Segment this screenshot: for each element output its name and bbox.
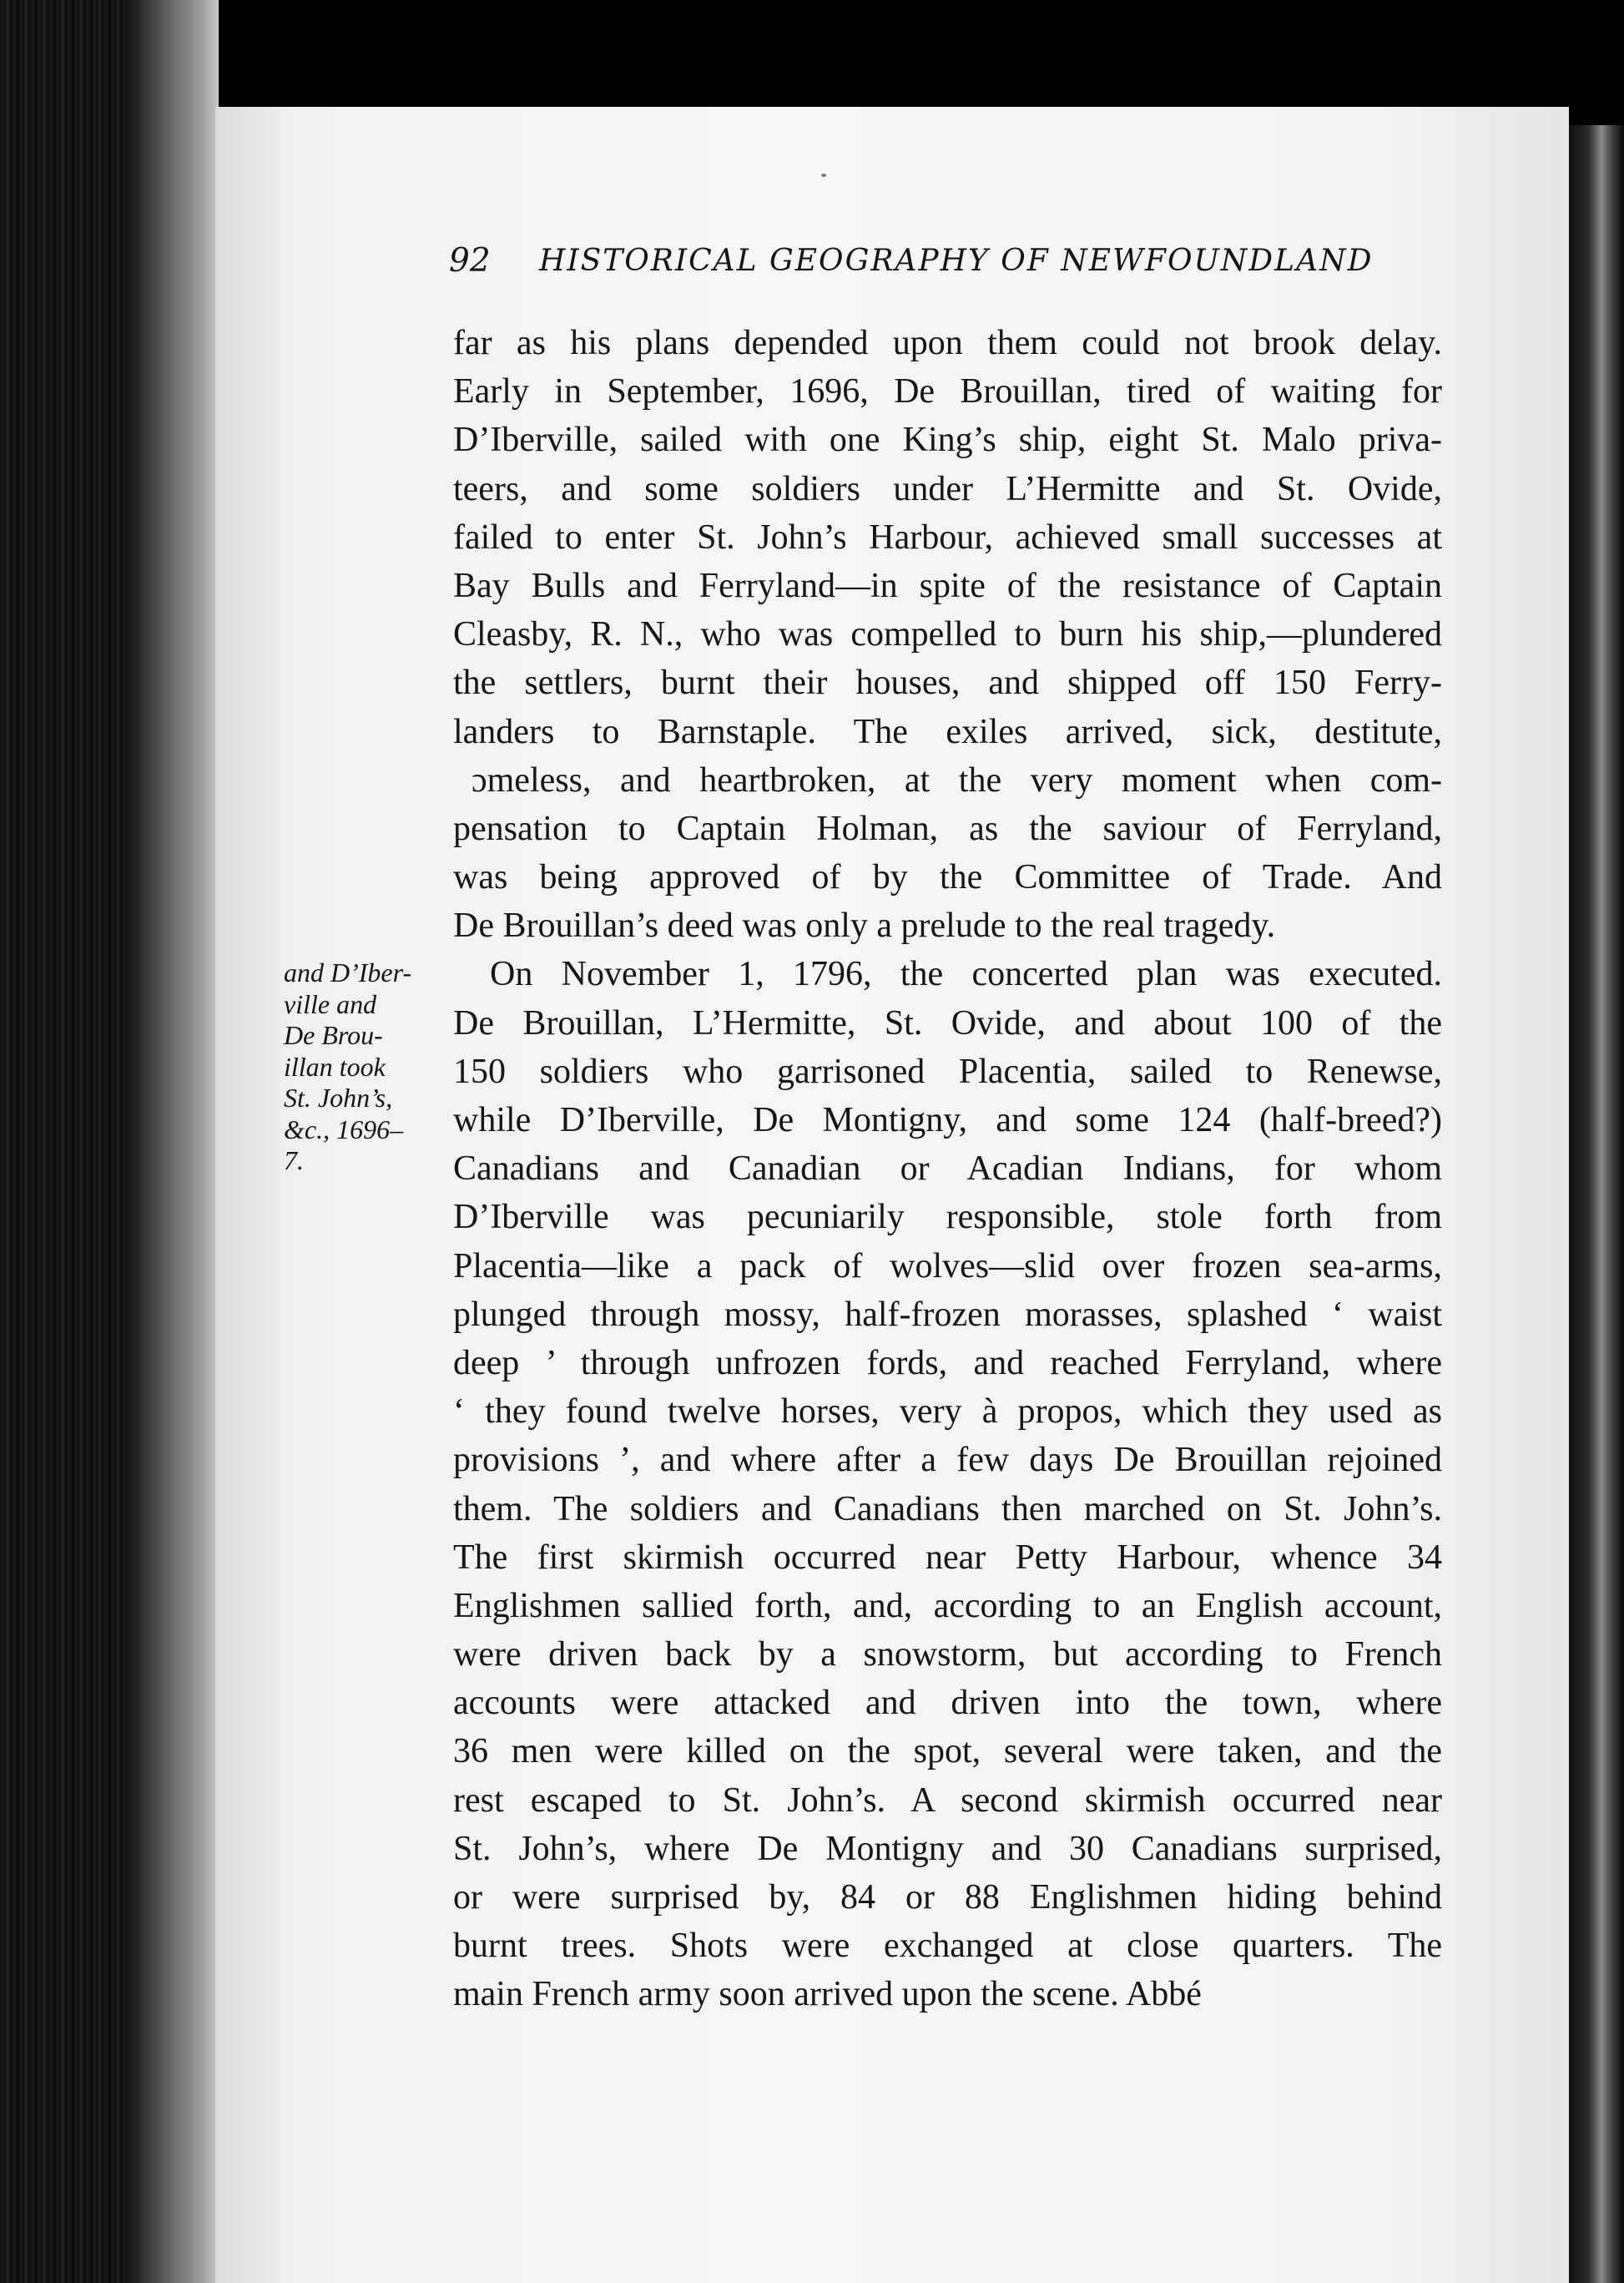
- scan-speck: [821, 174, 826, 177]
- margin-note-line: illan took: [284, 1051, 386, 1082]
- text-line: Canadians and Canadian or Acadian Indians, for whom: [453, 1149, 1442, 1189]
- margin-note: [284, 957, 444, 1177]
- text-line: D’Iberville was pecuniarily responsible, stole forth from: [453, 1198, 1442, 1237]
- text-line: main French army soon arrived upon the scene. Abbé: [453, 1975, 1202, 2014]
- text-line: Cleasby, R. N., who was compelled to burn his ship,—plundered: [453, 615, 1442, 654]
- margin-note-line: and D’Iber-: [284, 957, 412, 987]
- text-line: ‘ they found twelve horses, very à propos, which they used as: [453, 1392, 1442, 1432]
- text-line: Englishmen sallied forth, and, according to an English account,: [453, 1586, 1442, 1625]
- text-line: burnt trees. Shots were exchanged at close quarters. The: [453, 1927, 1442, 1966]
- text-line: far as his plans depended upon them could not brook delay.: [453, 324, 1442, 362]
- text-line: On November 1, 1796, the concerted plan was executed.: [490, 955, 1442, 994]
- text-line: Bay Bulls and Ferryland—in spite of the resistance of Captain: [453, 566, 1442, 605]
- text-line: 36 men were killed on the spot, several were taken, and the: [453, 1732, 1442, 1771]
- text-line: deep ’ through unfrozen fords, and reached Ferryland, where: [453, 1343, 1442, 1382]
- text-line: failed to enter St. John’s Harbour, achieved small successes at: [453, 518, 1442, 557]
- text-line: De Brouillan’s deed was only a prelude to the real tragedy.: [453, 907, 1276, 946]
- page-edge-right: [1569, 125, 1624, 2283]
- text-line: plunged through mossy, half-frozen morasses, splashed ‘ waist: [453, 1295, 1442, 1334]
- text-line: were driven back by a snowstorm, but according to French: [453, 1635, 1442, 1674]
- text-line: The first skirmish occurred near Petty Harbour, whence 34: [453, 1538, 1442, 1577]
- text-line: St. John’s, where De Montigny and 30 Canadians surprised,: [453, 1829, 1442, 1868]
- text-line: accounts were attacked and driven into the town, where: [453, 1684, 1442, 1723]
- text-line: while D’Iberville, De Montigny, and some 124 (half-breed?): [453, 1101, 1442, 1139]
- margin-note-line: De Brou-: [284, 1020, 383, 1050]
- text-line: Early in September, 1696, De Brouillan, tired of waiting for: [453, 372, 1442, 412]
- margin-note-line: ville and: [284, 988, 377, 1019]
- text-line: teers, and some soldiers under L’Hermitte and St. Ovide,: [453, 469, 1442, 508]
- text-line: De Brouillan, L’Hermitte, St. Ovide, and about 100 of the: [453, 1003, 1442, 1043]
- margin-note-line: &c., 1696–: [284, 1114, 404, 1144]
- text-line: the settlers, burnt their houses, and shipped off 150 Ferry-: [453, 664, 1442, 703]
- page-number: 92: [449, 242, 491, 280]
- margin-note-line: St. John’s,: [284, 1083, 393, 1113]
- margin-note-line: 7.: [284, 1145, 304, 1175]
- text-line: D’Iberville, sailed with one King’s ship, eight St. Malo priva-: [453, 421, 1442, 460]
- binding-gradient: [125, 0, 219, 2283]
- running-head: HISTORICAL GEOGRAPHY OF NEWFOUNDLAND: [539, 244, 1374, 278]
- text-line: them. The soldiers and Canadians then marched on St. John’s.: [453, 1489, 1442, 1528]
- text-line: 150 soldiers who garrisoned Placentia, sailed to Renewse,: [453, 1052, 1442, 1091]
- text-line: landers to Barnstaple. The exiles arrived, sick, destitute,: [453, 712, 1442, 751]
- text-line: was being approved of by the Committee of Trade. And: [453, 858, 1442, 897]
- text-line: or were surprised by, 84 or 88 Englishmen hiding behind: [453, 1878, 1442, 1917]
- text-line: pensation to Captain Holman, as the saviour of Ferryland,: [453, 809, 1442, 848]
- text-line: rest escaped to St. John’s. A second skirmish occurred near: [453, 1780, 1442, 1820]
- body-text: [453, 319, 1442, 2019]
- text-line: provisions ’, and where after a few days De Brouillan rejoined: [453, 1441, 1442, 1480]
- page-header: [449, 239, 1417, 289]
- text-line: Placentia—like a pack of wolves—slid over frozen sea-arms,: [453, 1246, 1442, 1285]
- text-line: ɔmeless, and heartbroken, at the very moment when com-: [472, 760, 1442, 800]
